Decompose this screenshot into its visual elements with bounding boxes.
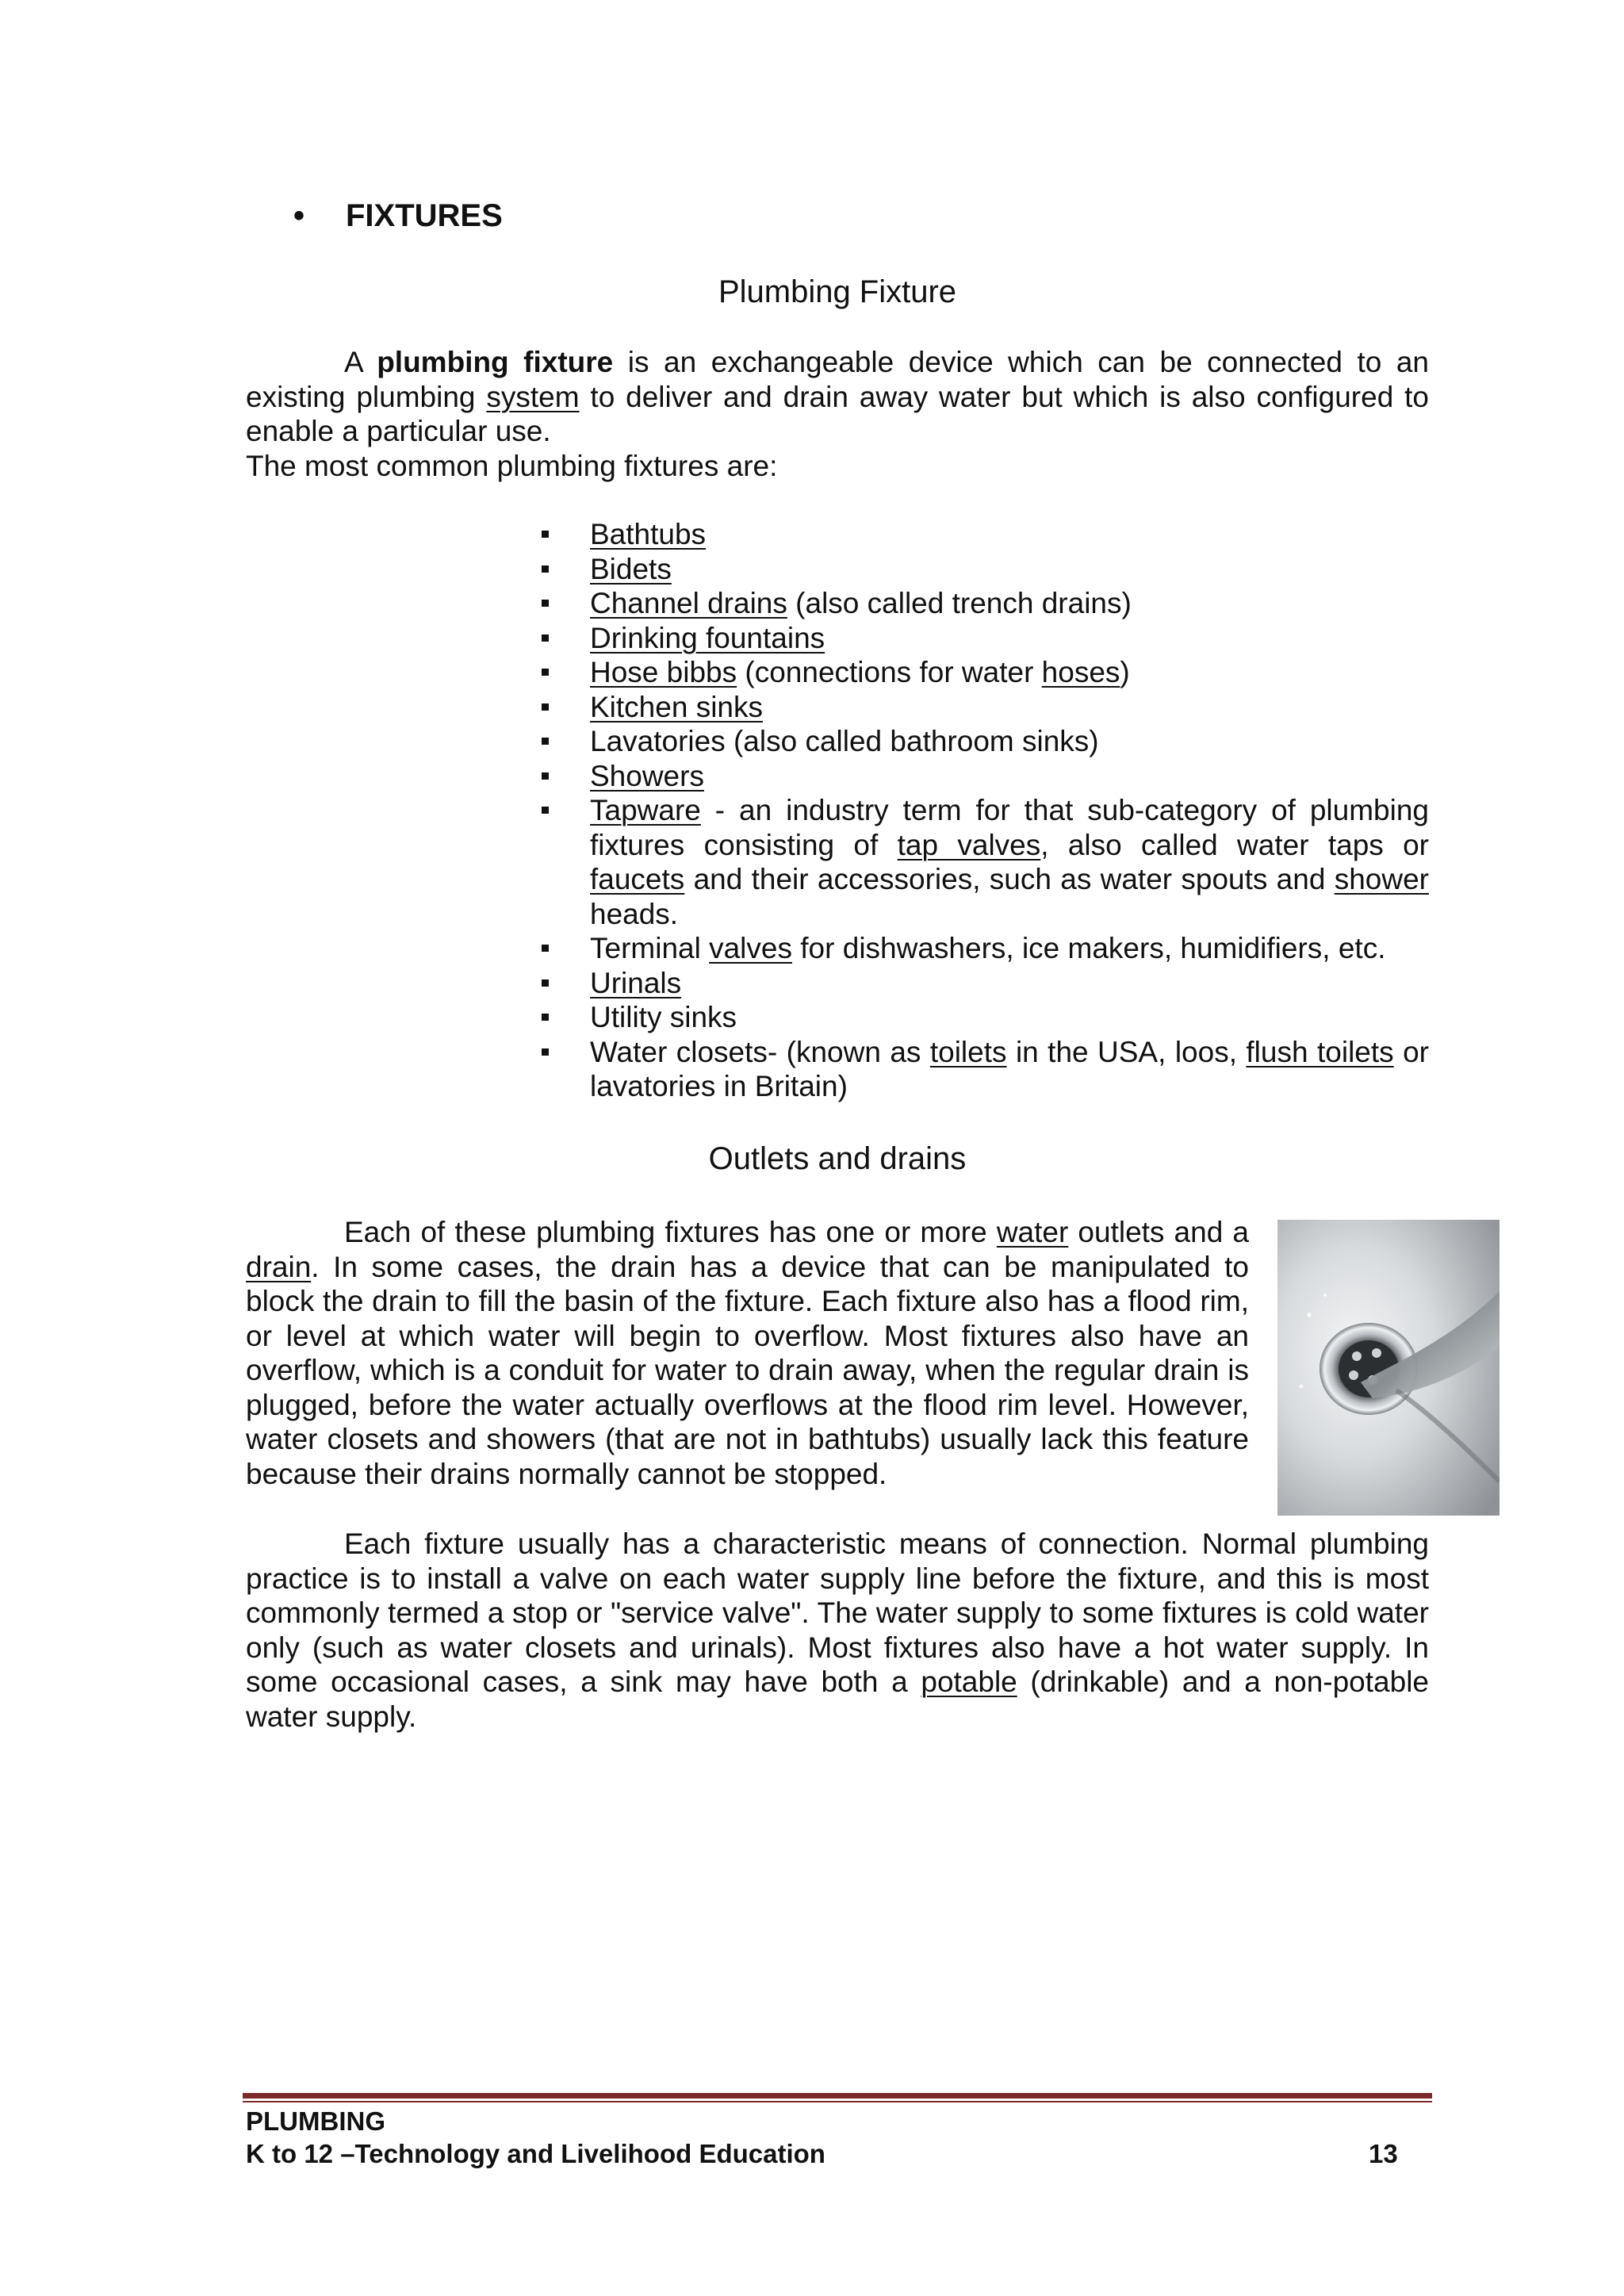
drain-photo-illustration — [1277, 1220, 1500, 1516]
square-bullet-icon — [542, 945, 549, 952]
item-text: ) — [1120, 656, 1130, 688]
intro-block — [246, 345, 1429, 483]
item-text: for dishwashers, ice makers, humidifiers, etc. — [792, 932, 1386, 964]
link-drain[interactable]: drain — [246, 1250, 312, 1283]
connection-paragraph — [246, 1527, 1429, 1734]
link-faucets[interactable]: faucets — [590, 863, 685, 895]
list-item — [542, 517, 1429, 552]
link-toilets[interactable]: toilets — [929, 1035, 1007, 1068]
footer-page-number: 13 — [1369, 2139, 1398, 2168]
footer-subject: PLUMBING — [246, 2106, 385, 2136]
item-text: - an industry term for that sub-category of plumbing fixtures consisting of — [590, 794, 1429, 861]
square-bullet-icon — [542, 531, 549, 538]
item-text: in the USA, loos, — [1006, 1035, 1247, 1068]
link-valves[interactable]: valves — [709, 932, 792, 964]
item-text: heads. — [590, 897, 679, 930]
list-item — [542, 793, 1429, 931]
heading-plumbing-fixture: Plumbing Fixture — [718, 274, 957, 309]
link-drinking-fountains[interactable]: Drinking fountains — [590, 621, 825, 654]
intro-article: A — [344, 346, 362, 378]
footer-rule-thin — [243, 2101, 1432, 2102]
intro-paragraph — [246, 345, 1429, 449]
square-bullet-icon — [542, 807, 549, 814]
para-text: Each of these plumbing fixtures has one or more — [344, 1216, 997, 1248]
square-bullet-icon — [542, 1014, 549, 1021]
link-water[interactable]: water — [996, 1216, 1069, 1248]
item-text: Terminal — [590, 932, 710, 964]
list-item — [542, 621, 1429, 656]
intro-text-a: is an exchangeable device which can be connected to an existing plumbing — [246, 346, 1430, 413]
list-item — [542, 1000, 1429, 1035]
square-bullet-icon — [542, 565, 549, 573]
para-text: . In some cases, the drain has a device that can be manipulated to block the drain to fill the basin of the fixture. Each fixture also has a flood rim, or level at which water will begin to overflow. Most fixtures also have an overflow, which is a conduit for water to drain away, when the regular drain is plugged, before the water actually overflows at the flood rim level. However, water closets and showers (that are not in bathtubs) usually lack this feature because their drains normally cannot be stopped. — [246, 1250, 1249, 1490]
item-text: (also called trench drains) — [787, 587, 1132, 619]
item-text: Water closets- (known as — [590, 1035, 930, 1068]
square-bullet-icon — [542, 600, 549, 607]
square-bullet-icon — [542, 1048, 549, 1056]
square-bullet-icon — [542, 634, 549, 642]
link-potable[interactable]: potable — [921, 1665, 1017, 1698]
link-system[interactable]: system — [486, 380, 580, 413]
link-flush-toilets[interactable]: flush toilets — [1246, 1035, 1394, 1068]
square-bullet-icon — [542, 669, 549, 676]
fixtures-list — [542, 517, 1429, 1104]
list-item — [542, 690, 1429, 725]
link-tapware[interactable]: Tapware — [590, 794, 701, 826]
link-urinals[interactable]: Urinals — [590, 966, 682, 999]
link-bidets[interactable]: Bidets — [590, 552, 672, 585]
list-item — [542, 1035, 1429, 1104]
item-text: and their accessories, such as water spouts and — [684, 863, 1335, 895]
link-shower[interactable]: shower — [1334, 863, 1429, 895]
link-hose-bibbs[interactable]: Hose bibbs — [590, 656, 737, 688]
para-text: Each fixture usually has a characteristic means of connection. Normal plumbing practice is to install a valve on each water supply line before the fixture, and this is most commonly termed a stop or "service valve". The water supply to some fixtures is cold water only (such as water closets and urinals). Most fixtures also have a hot water supply. In some occasional cases, a sink may have both a — [246, 1527, 1429, 1698]
bullet-icon: • — [293, 198, 305, 233]
square-bullet-icon — [542, 738, 549, 745]
term-plumbing-fixture: plumbing fixture — [377, 346, 614, 378]
outlets-paragraph — [246, 1215, 1249, 1491]
para-text: outlets and a — [1068, 1216, 1249, 1248]
link-kitchen-sinks[interactable]: Kitchen sinks — [590, 690, 763, 723]
link-bathtubs[interactable]: Bathtubs — [590, 518, 707, 550]
link-tap-valves[interactable]: tap valves — [897, 828, 1041, 861]
para-text: (drinkable) and a non-potable water supply. — [246, 1665, 1429, 1733]
link-channel-drains[interactable]: Channel drains — [590, 587, 787, 619]
drain-photo — [1277, 1220, 1500, 1516]
list-item — [542, 759, 1429, 794]
intro-text-b: to deliver and drain away water but which is also configured to enable a particular use. — [246, 380, 1429, 447]
section-title: FIXTURES — [346, 198, 503, 233]
item-utility-sinks: Utility sinks — [590, 1001, 737, 1033]
heading-outlets-and-drains: Outlets and drains — [708, 1141, 967, 1176]
list-item — [542, 966, 1429, 1001]
list-item — [542, 655, 1429, 690]
list-item — [542, 552, 1429, 587]
item-text: or lavatories in Britain) — [590, 1035, 1429, 1102]
list-item — [542, 586, 1429, 621]
item-text: , also called water taps or — [1040, 828, 1429, 861]
item-lavatories: Lavatories (also called bathroom sinks) — [590, 725, 1099, 757]
link-showers[interactable]: Showers — [590, 759, 704, 792]
footer-rule — [243, 2093, 1432, 2099]
square-bullet-icon — [542, 979, 549, 987]
square-bullet-icon — [542, 703, 549, 711]
square-bullet-icon — [542, 772, 549, 780]
list-intro: The most common plumbing fixtures are: — [246, 449, 778, 482]
item-text: (connections for water — [737, 656, 1042, 688]
list-item — [542, 724, 1429, 759]
link-hoses[interactable]: hoses — [1041, 656, 1120, 688]
list-item — [542, 931, 1429, 966]
footer-course: K to 12 –Technology and Livelihood Education — [246, 2139, 825, 2168]
